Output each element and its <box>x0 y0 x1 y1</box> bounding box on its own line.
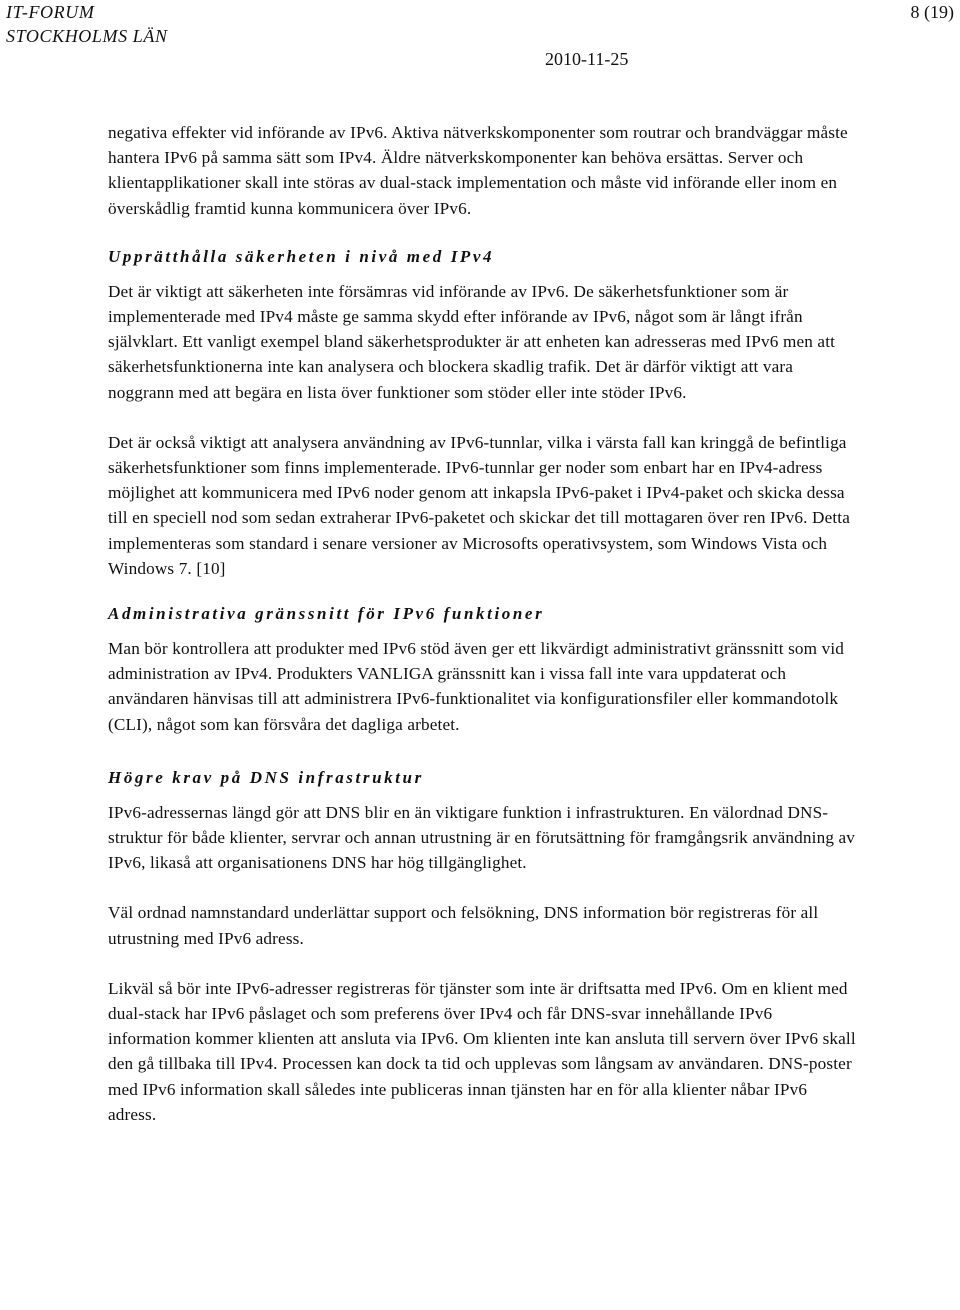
dns-paragraph-1: IPv6-adressernas längd gör att DNS blir en än viktigare funktion i infrastrukturen. En välordnad DNS-struktur för både klienter, servrar och annan utrustning är en förutsättning för framgångsrik användning av IPv6, likaså att organisationens DNS har hög tillgänglighet. <box>108 802 856 873</box>
document-body <box>108 120 858 1127</box>
admin-paragraph-1: Man bör kontrollera att produkter med IPv6 stöd även ger ett likvärdigt administrativt gränssnitt som vid administration av IPv4. Produkters VANLIGA gränssnitt kan i vissa fall inte vara uppdaterat och användaren hänvisas till att administrera IPv6-funktionalitet via konfigurationsfiler eller kommandotolk (CLI), något som kan försvåra det dagliga arbetet. <box>108 639 845 734</box>
dns-paragraph-3: Likväl så bör inte IPv6-adresser registreras för tjänster som inte är driftsatta med IPv6. Om en klient med dual-stack har IPv6 påslaget och som preferens över IPv4 och får DNS-svar innehållande IPv6 information kommer klienten att ansluta via IPv6. Om klienten inte kan ansluta till servern över IPv6 skall den gå tillbaka till IPv4. Processen kan dock ta tid och upplevas som långsam av användaren. DNS-poster med IPv6 information skall således inte publiceras innan tjänsten har en för alla klienter nåbar IPv6 adress. <box>108 978 856 1124</box>
intro-paragraph: negativa effekter vid införande av IPv6. Aktiva nätverkskomponenter som routrar och brandväggar måste hantera IPv6 på samma sätt som IPv4. Äldre nätverkskomponenter kan behöva ersättas. Server och klientapplikationer skall inte störas av dual-stack implementation och måste vid införande eller inom en överskådlig framtid kunna kommunicera över IPv6. <box>108 123 848 218</box>
header-org-line1: IT-FORUM <box>6 2 95 22</box>
section-heading-dns: Högre krav på DNS infrastruktur <box>108 767 424 787</box>
dns-paragraph-2: Väl ordnad namnstandard underlättar support och felsökning, DNS information bör registreras för all utrustning med IPv6 adress. <box>108 903 819 948</box>
document-date: 2010-11-25 <box>545 49 629 69</box>
security-paragraph-1: Det är viktigt att säkerheten inte försämras vid införande av IPv6. De säkerhetsfunktioner som är implementerade med IPv4 måste ge samma skydd efter införande av IPv6, något som är långt ifrån självklart. Ett vanligt exempel bland säkerhetsprodukter är att enheten kan adresseras med IPv6 men att säkerhetsfunktionerna inte kan analysera och blockera skadlig trafik. Det är därför viktigt att vara noggrann med att begära en lista över funktioner som stöder eller inte stöder IPv6. <box>108 281 836 402</box>
header-org-line2: STOCKHOLMS LÄN <box>6 26 168 46</box>
section-heading-admin-interfaces: Administrativa gränssnitt för IPv6 funktioner <box>108 604 545 624</box>
page-number: 8 (19) <box>910 2 954 22</box>
document-header-organization <box>6 0 168 48</box>
section-heading-security: Upprätthålla säkerheten i nivå med IPv4 <box>108 246 495 266</box>
security-paragraph-2: Det är också viktigt att analysera användning av IPv6-tunnlar, vilka i värsta fall kan kringgå de befintliga säkerhetsfunktioner som finns implementerade. IPv6-tunnlar ger noder som enbart har en IPv4-adress möjlighet att kommunicera med IPv6 noder genom att inkapsla IPv6-paket i IPv4-paket och skicka dessa till en speciell nod som sedan extraherar IPv6-paketet och skickar det till mottagaren över ren IPv6. Detta implementeras som standard i senare versioner av Microsofts operativsystem, som Windows Vista och Windows 7. [10] <box>108 432 850 578</box>
